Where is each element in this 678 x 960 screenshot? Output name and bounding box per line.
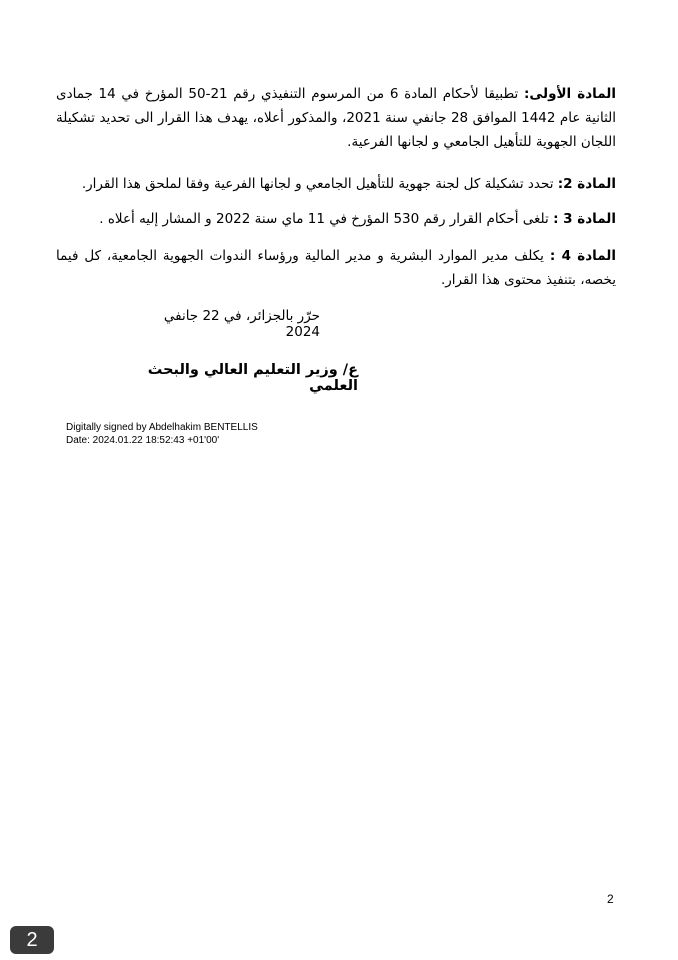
- article-4-label: المادة 4 :: [549, 248, 616, 264]
- place-and-date: حرّر بالجزائر، في 22 جانفي 2024: [163, 308, 320, 340]
- article-1: [56, 82, 616, 154]
- article-2-text: تحدد تشكيلة كل لجنة جهوية للتأهيل الجامعي و لجانها الفرعية وفقا لملحق هذا القرار.: [81, 176, 558, 192]
- digital-signature: [66, 421, 258, 447]
- article-3: [56, 207, 616, 231]
- page-number: 2: [607, 892, 614, 906]
- article-3-text: تلغى أحكام القرار رقم 530 المؤرخ في 11 ماي سنة 2022 و المشار إليه أعلاه .: [99, 211, 554, 227]
- article-2: [56, 172, 616, 196]
- article-2-label: المادة 2:: [557, 176, 616, 192]
- digital-signature-signer: Digitally signed by Abdelhakim BENTELLIS: [66, 422, 258, 433]
- article-1-text: تطبيقا لأحكام المادة 6 من المرسوم التنفيذي رقم 21-50 المؤرخ في 14 جمادى الثانية عام 1442 الموافق 28 جانفي سنة 2021، والمذكور أعلاه، يهدف هذا القرار الى تحديد تشكيلة اللجان الجهوية للتأهيل الجامعي و لجانها الفرعية.: [56, 86, 617, 150]
- article-4-text: يكلف مدير الموارد البشرية و مدير المالية ورؤساء الندوات الجهوية الجامعية، كل فيما يخصه، بتنفيذ محتوى هذا القرار.: [56, 248, 616, 288]
- article-3-label: المادة 3 :: [553, 211, 616, 227]
- article-1-label: المادة الأولى:: [523, 86, 616, 102]
- article-4: [56, 244, 616, 292]
- signatory-title: ع/ وزير التعليم العالي والبحث العلمي: [147, 362, 358, 394]
- page-indicator-badge[interactable]: 2: [10, 926, 54, 954]
- digital-signature-date: Date: 2024.01.22 18:52:43 +01'00': [66, 435, 220, 446]
